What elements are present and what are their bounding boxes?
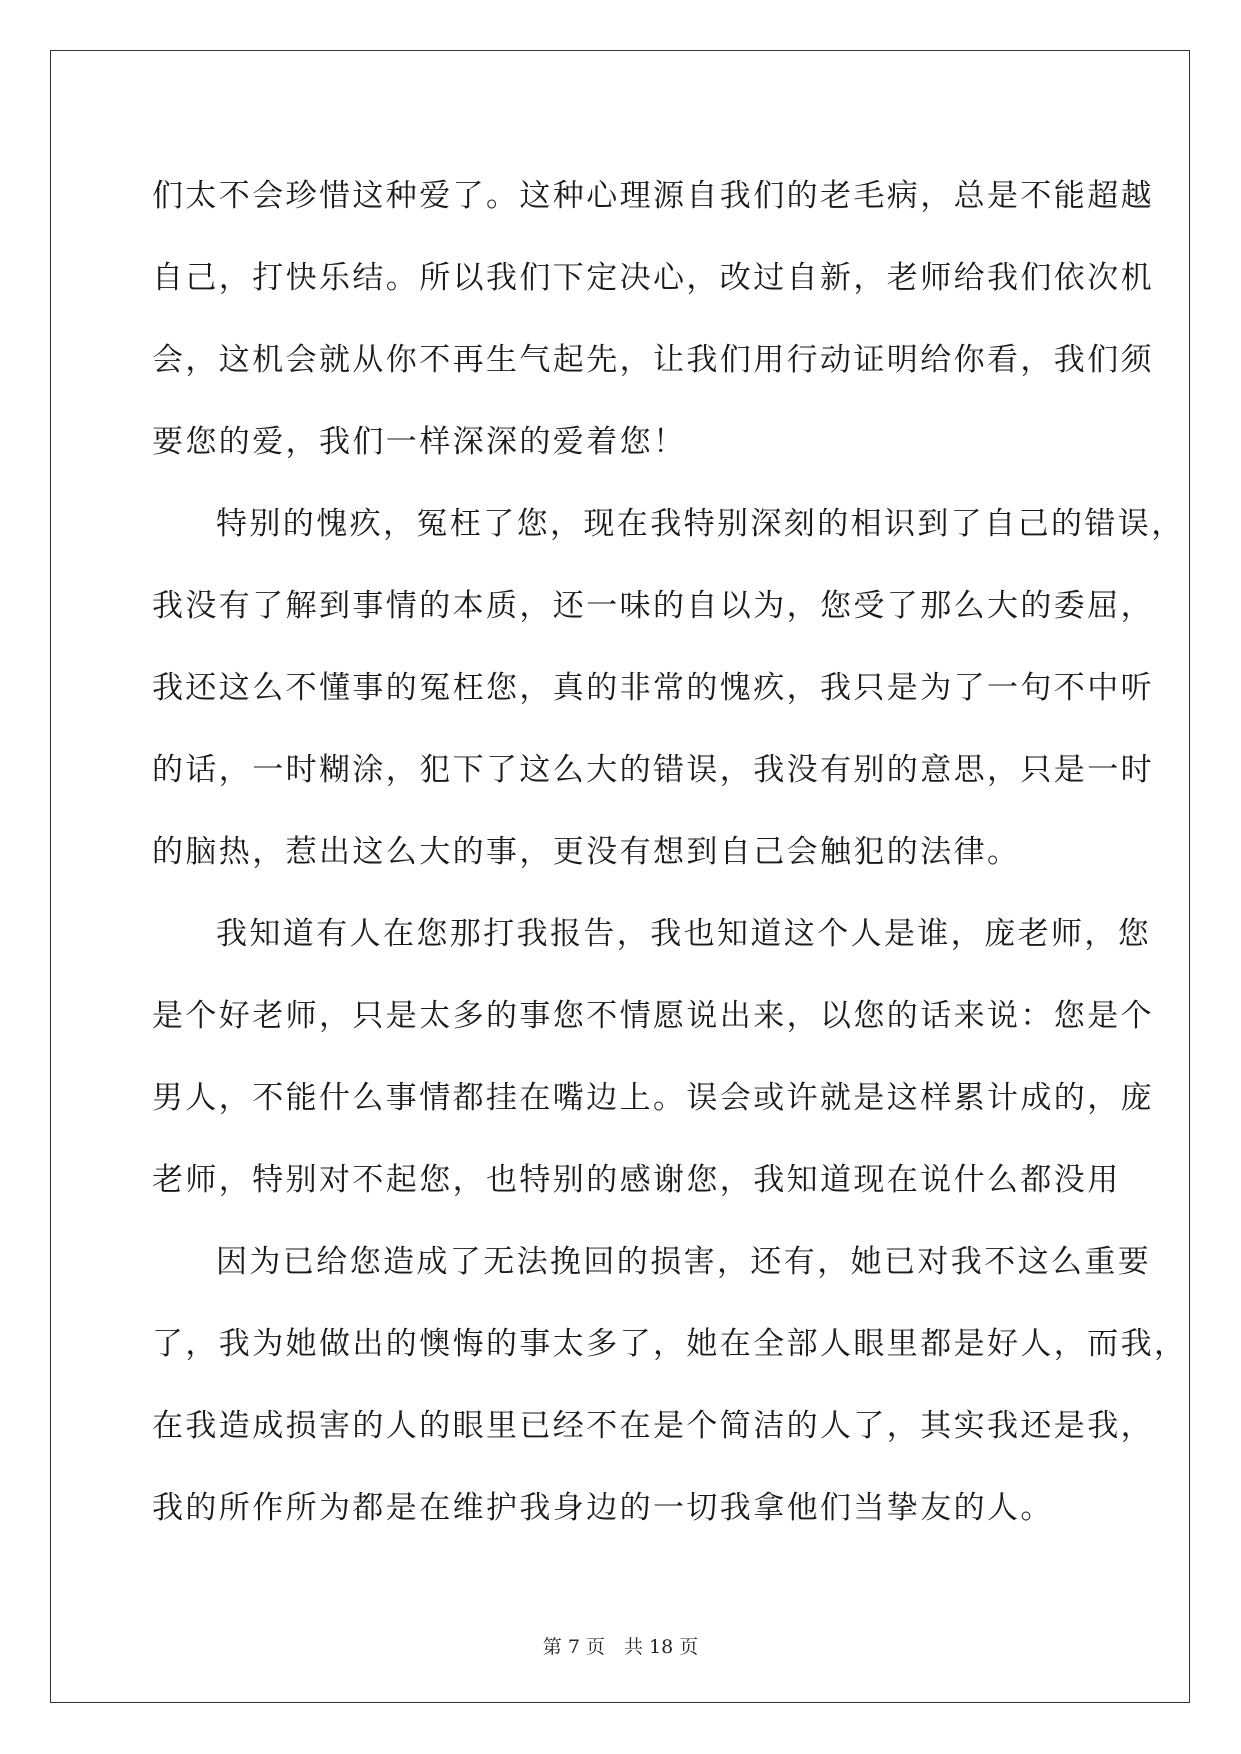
paragraph-start-line: 因为已给您造成了无法挽回的损害，还有，她已对我不这么重要 [216, 1244, 1152, 1280]
paragraph-start-line: 我知道有人在您那打我报告，我也知道这个人是谁，庞老师，您 [216, 916, 1152, 952]
text-line: 的脑热，惹出这么大的事，更没有想到自己会触犯的法律。 [152, 834, 1021, 870]
text-line: 老师，特别对不起您，也特别的感谢您，我知道现在说什么都没用 [152, 1162, 1121, 1198]
text-line: 男人，不能什么事情都挂在嘴边上。误会或许就是这样累计成的，庞 [152, 1080, 1154, 1116]
text-line: 的话，一时糊涂，犯下了这么大的错误，我没有别的意思，只是一时 [152, 752, 1154, 788]
text-line: 自己，打快乐结。所以我们下定决心，改过自新，老师给我们依次机 [152, 260, 1154, 296]
text-line: 了，我为她做出的懊悔的事太多了，她在全部人眼里都是好人，而我， [152, 1326, 1188, 1362]
text-line: 我还这么不懂事的冤枉您，真的非常的愧疚，我只是为了一句不中听 [152, 670, 1154, 706]
text-line: 是个好老师，只是太多的事您不情愿说出来，以您的话来说：您是个 [152, 998, 1154, 1034]
text-line: 我没有了解到事情的本质，还一味的自以为，您受了那么大的委屈， [152, 588, 1154, 624]
text-line: 们太不会珍惜这种爱了。这种心理源自我们的老毛病，总是不能超越 [152, 178, 1154, 214]
text-line: 要您的爱，我们一样深深的爱着您！ [152, 424, 687, 460]
page-number-footer: 第 7 页 共 18 页 [542, 1636, 699, 1658]
paragraph-start-line: 特别的愧疚，冤枉了您，现在我特别深刻的相识到了自己的错误， [216, 506, 1185, 542]
document-body [152, 155, 1188, 1549]
text-line: 我的所作所为都是在维护我身边的一切我拿他们当挚友的人。 [152, 1490, 1054, 1526]
text-line: 会，这机会就从你不再生气起先，让我们用行动证明给你看，我们须 [152, 342, 1154, 378]
text-line: 在我造成损害的人的眼里已经不在是个简洁的人了，其实我还是我， [152, 1408, 1154, 1444]
